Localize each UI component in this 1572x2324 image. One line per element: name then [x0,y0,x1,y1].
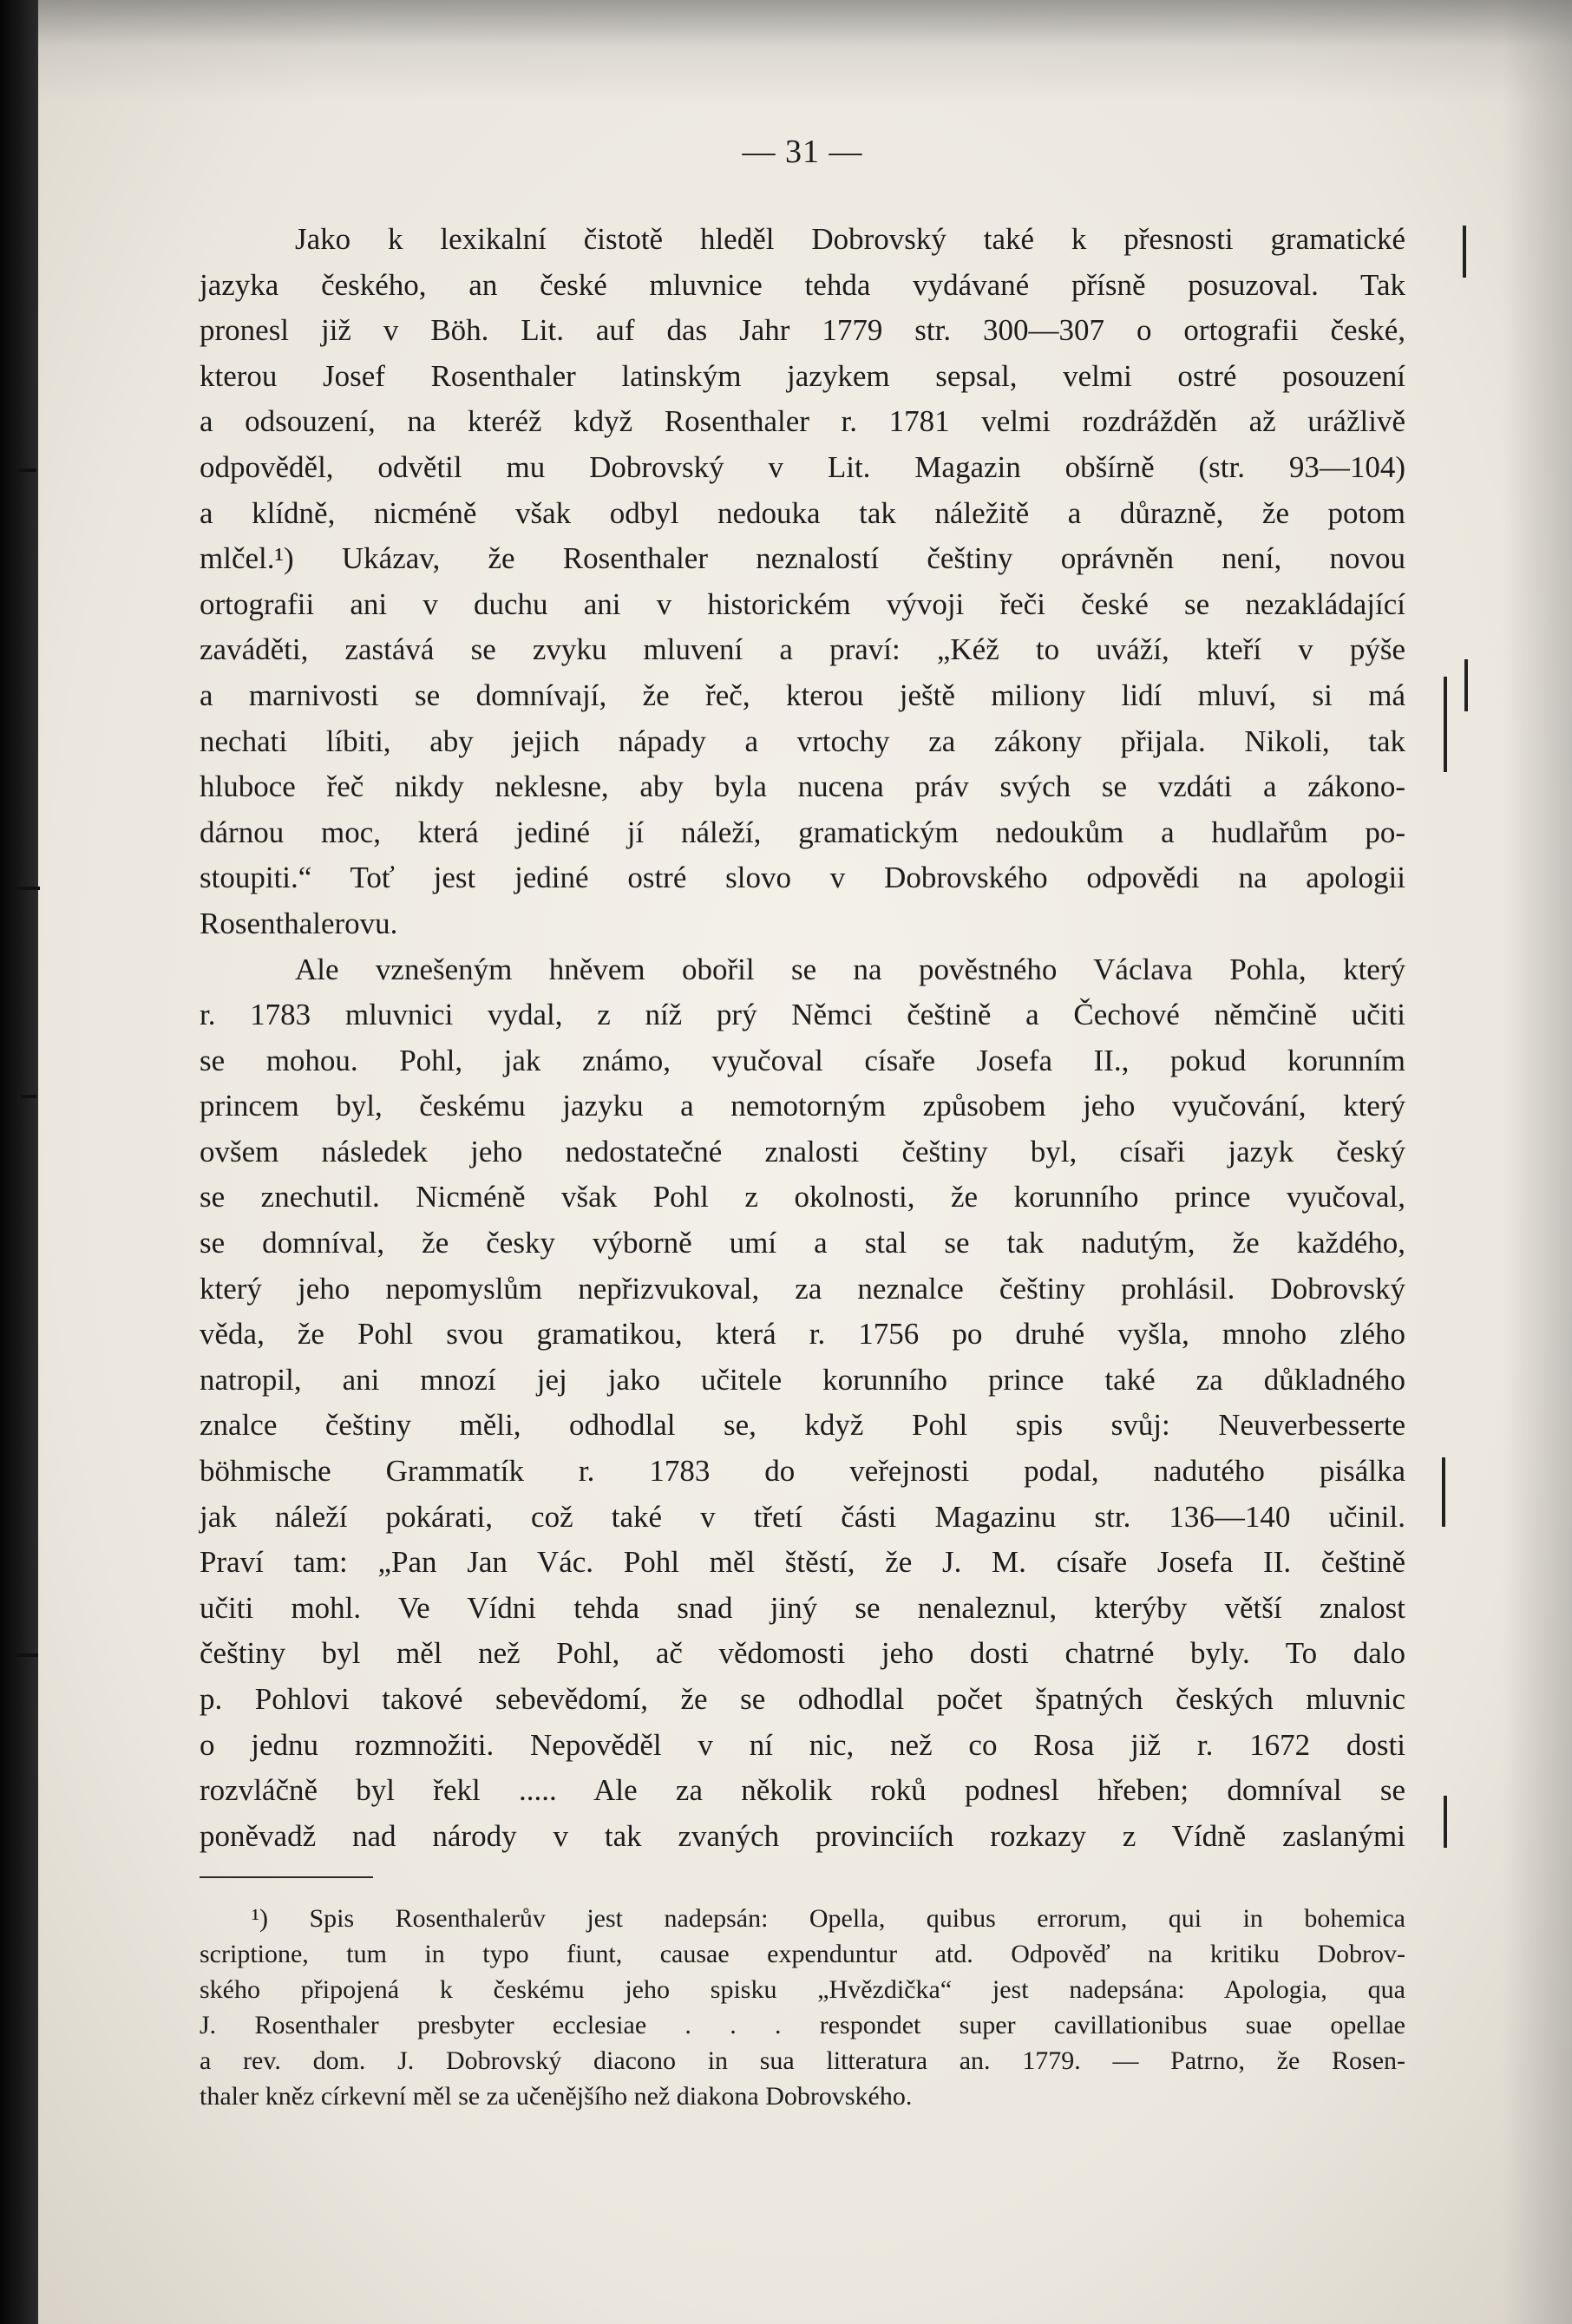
binding-mark [14,887,40,890]
body-line: jazyka českého, an české mluvnice tehda vydávané přísně posuzoval. Tak [200,267,1405,302]
binding-mark [21,1095,36,1098]
body-line: p. Pohlovi takové sebevědomí, že se odhodlal počet špatných českých mluvnic [200,1682,1405,1716]
body-line: dárnou moc, která jediné jí náleží, gramatickým nedoukům a hudlařům po- [200,815,1405,849]
margin-pencil-mark [1442,1457,1445,1527]
body-line: věda, že Pohl svou gramatikou, která r. 1756 po druhé vyšla, mnoho zlého [200,1317,1405,1352]
footnote-line: ¹) Spis Rosenthalerův jest nadepsán: Opella, quibus errorum, qui in bohemica [252,1904,1405,1934]
body-line: a odsouzení, na kteréž když Rosenthaler r. 1781 velmi rozdrážděn až urážlivě [200,404,1405,439]
body-line: zaváděti, zastává se zvyku mluvení a praví: „Kéž to uváží, kteří v pýše [200,632,1405,667]
body-line: jak náleží pokárati, což také v třetí části Magazinu str. 136—140 učinil. [200,1499,1405,1534]
body-line: poněvadž nad národy v tak zvaných provinciích rozkazy z Vídně zaslanými [200,1818,1405,1853]
body-line: se domníval, že česky výborně umí a stal se tak nadutým, že každého, [200,1226,1405,1260]
body-line: rozvláčně byl řekl ..... Ale za několik roků podnesl hřeben; domníval se [200,1773,1405,1808]
page-top-shadow [38,0,1572,104]
body-line: Praví tam: „Pan Jan Vác. Pohl měl štěstí, že J. M. císaře Josefa II. češtině [200,1545,1405,1580]
body-line: princem byl, českému jazyku a nemotorným způsobem jeho vyučování, který [200,1089,1405,1123]
body-line: Rosenthalerovu. [200,906,398,940]
body-line: se mohou. Pohl, jak známo, vyučoval císaře Josefa II., pokud korunním [200,1043,1405,1077]
body-line: znalce češtiny měli, odhodlal se, když Pohl spis svůj: Neuverbesserte [200,1408,1405,1443]
page-right-shadow [1503,0,1572,2324]
footnote-separator [200,1876,373,1878]
body-line: Jako k lexikalní čistotě hleděl Dobrovský také k přesnosti gramatické [295,222,1405,256]
body-line: a marnivosti se domnívají, že řeč, kterou ještě miliony lidí mluví, si má [200,678,1405,712]
body-line: ortografii ani v duchu ani v historickém vývoji řeči české se nezakládající [200,586,1405,621]
page-text-block [200,130,1405,2114]
body-line: Ale vznešeným hněvem obořil se na pověstného Václava Pohla, který [295,952,1405,986]
body-line: odpověděl, odvětil mu Dobrovský v Lit. Magazin obšírně (str. 93—104) [200,449,1405,484]
body-line: natropil, ani mnozí jej jako učitele korunního prince také za důkladného [200,1362,1405,1397]
body-line: r. 1783 mluvnici vydal, z níž prý Němci češtině a Čechové němčině učiti [200,998,1405,1032]
body-line: hluboce řeč nikdy neklesne, aby byla nucena práv svých se vzdáti a zákono- [200,769,1405,804]
margin-pencil-mark [1464,659,1468,711]
book-spine-edge [0,0,38,2324]
footnote-line: ského připojená k českému jeho spisku „Hvězdička“ jest nadepsána: Apologia, qua [200,1975,1405,2005]
page-number: — 31 — [742,134,863,170]
footnote-line: a rev. dom. J. Dobrovský diacono in sua litteratura an. 1779. — Patrno, že Rosen- [200,2046,1405,2076]
binding-mark [16,1653,38,1657]
body-line: stoupiti.“ Toť jest jediné ostré slovo v Dobrovského odpovědi na apologii [200,861,1405,895]
body-line: nechati líbiti, aby jejich nápady a vrtochy za zákony přijala. Nikoli, tak [200,723,1405,758]
margin-pencil-mark [1463,226,1466,278]
body-text [200,217,1405,1859]
body-line: se znechutil. Nicméně však Pohl z okolnosti, že korunního prince vyučoval, [200,1180,1405,1214]
body-line: který jeho nepomyslům nepřizvukoval, za neznalce češtiny prohlásil. Dobrovský [200,1271,1405,1306]
footnote-line: J. Rosenthaler presbyter ecclesiae . . . respondet super cavillationibus suae opellae [200,2011,1405,2040]
body-line: pronesl již v Böh. Lit. auf das Jahr 1779 str. 300—307 o ortografii české, [200,313,1405,348]
binding-mark [17,468,36,472]
footnotes [200,1901,1405,2114]
body-line: mlčel.¹) Ukázav, že Rosenthaler neznalostí češtiny oprávněn není, novou [200,541,1405,576]
margin-pencil-mark [1444,677,1447,772]
body-line: češtiny byl měl než Pohl, ač vědomosti jeho dosti chatrné byly. To dalo [200,1636,1405,1671]
footnote-line: thaler kněz církevní měl se za učenějšího než diakona Dobrovského. [200,2082,913,2111]
footnote-line: scriptione, tum in typo fiunt, causae expenduntur atd. Odpověď na kritiku Dobrov- [200,1940,1405,1969]
body-line: böhmische Grammatík r. 1783 do veřejnosti podal, nadutého pisálka [200,1454,1405,1489]
body-line: a klídně, nicméně však odbyl nedouka tak náležitě a důrazně, že potom [200,495,1405,530]
margin-pencil-mark [1444,1796,1447,1848]
body-line: kterou Josef Rosenthaler latinským jazykem sepsal, velmi ostré posouzení [200,358,1405,393]
body-line: učiti mohl. Ve Vídni tehda snad jiný se nenaleznul, kterýby větší znalost [200,1590,1405,1625]
body-line: ovšem následek jeho nedostatečné znalosti češtiny byl, císaři jazyk český [200,1134,1405,1169]
body-line: o jednu rozmnožiti. Nepověděl v ní nic, než co Rosa již r. 1672 dosti [200,1727,1405,1762]
